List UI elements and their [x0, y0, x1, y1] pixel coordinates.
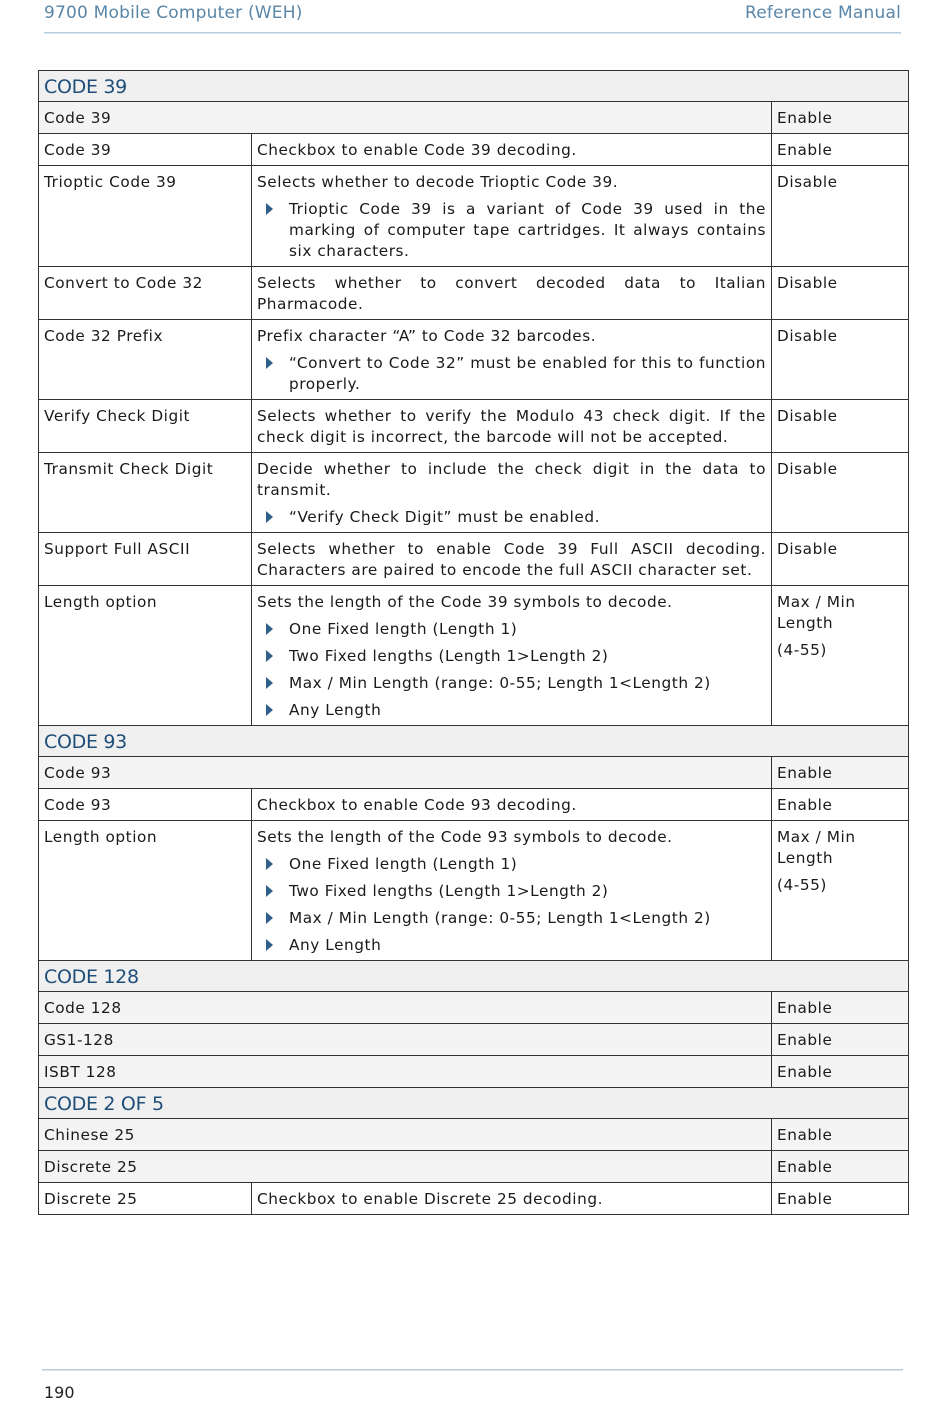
default-value: Enable [772, 757, 909, 789]
bullet-item [257, 700, 766, 721]
default-text: Enable [777, 141, 833, 159]
bullet-item [257, 854, 766, 875]
default-value [772, 789, 909, 821]
section-header-row [39, 726, 909, 757]
table-row [39, 453, 909, 533]
default-value [772, 1183, 909, 1215]
default-text: Disable [777, 407, 838, 425]
description-text: Selects whether to decode Trioptic Code 39. [257, 173, 619, 191]
default-text: Max / Min Length [777, 593, 856, 632]
header-divider [44, 32, 901, 34]
default-value: Enable [772, 992, 909, 1024]
bullet-arrow-icon [266, 677, 273, 689]
default-value [772, 134, 909, 166]
bullet-arrow-icon [266, 511, 273, 523]
document-title: 9700 Mobile Computer (WEH) [44, 3, 303, 23]
manual-label: Reference Manual [745, 3, 901, 23]
default-value [772, 821, 909, 961]
bullet-text: Max / Min Length (range: 0-55; Length 1<Length 2) [289, 909, 711, 927]
section-title: CODE 128 [39, 961, 909, 992]
bullet-item [257, 646, 766, 667]
table-row [39, 586, 909, 726]
default-value: Enable [772, 1151, 909, 1183]
symbology-toggle-row [39, 1024, 909, 1056]
description-text: Selects whether to verify the Modulo 43 check digit. If the check digit is incorrect, the barcode will not be accepted. [257, 407, 766, 446]
table-row [39, 789, 909, 821]
section-header-row [39, 1088, 909, 1119]
bullet-arrow-icon [266, 203, 273, 215]
default-value [772, 166, 909, 267]
page-number: 190 [44, 1383, 75, 1402]
default-range: (4-55) [777, 876, 827, 894]
parameter-name: Code 39 [39, 134, 252, 166]
bullet-text: One Fixed length (Length 1) [289, 620, 518, 638]
bullet-item [257, 673, 766, 694]
bullet-text: “Convert to Code 32” must be enabled for this to function properly. [289, 354, 766, 393]
default-value [772, 453, 909, 533]
default-text: Disable [777, 173, 838, 191]
symbology-name: Discrete 25 [39, 1151, 772, 1183]
parameter-description [252, 166, 772, 267]
bullet-arrow-icon [266, 704, 273, 716]
symbology-name: Code 93 [39, 757, 772, 789]
default-value: Enable [772, 1056, 909, 1088]
parameter-description [252, 134, 772, 166]
bullet-item [257, 908, 766, 929]
settings-table-body [39, 71, 909, 1215]
symbology-name: Code 128 [39, 992, 772, 1024]
parameter-description [252, 1183, 772, 1215]
bullet-text: Trioptic Code 39 is a variant of Code 39 used in the marking of computer tape cartridges. It always contains six characters. [289, 200, 766, 260]
symbology-toggle-row [39, 992, 909, 1024]
table-row [39, 400, 909, 453]
parameter-name: Verify Check Digit [39, 400, 252, 453]
symbology-toggle-row [39, 1119, 909, 1151]
parameter-description [252, 586, 772, 726]
default-value [772, 533, 909, 586]
symbology-toggle-row [39, 757, 909, 789]
description-text: Checkbox to enable Discrete 25 decoding. [257, 1190, 603, 1208]
parameter-description [252, 400, 772, 453]
symbology-toggle-row [39, 1056, 909, 1088]
table-row [39, 267, 909, 320]
symbology-toggle-row [39, 1151, 909, 1183]
default-text: Disable [777, 540, 838, 558]
parameter-description [252, 821, 772, 961]
bullet-item [257, 619, 766, 640]
section-title: CODE 93 [39, 726, 909, 757]
description-text: Selects whether to convert decoded data to Italian Pharmacode. [257, 274, 766, 313]
bullet-item [257, 353, 766, 395]
default-text: Disable [777, 460, 838, 478]
parameter-description [252, 320, 772, 400]
description-text: Sets the length of the Code 93 symbols to decode. [257, 828, 673, 846]
default-value [772, 320, 909, 400]
description-text: Prefix character “A” to Code 32 barcodes. [257, 327, 597, 345]
table-row [39, 533, 909, 586]
parameter-description [252, 453, 772, 533]
description-text: Selects whether to enable Code 39 Full ASCII decoding. Characters are paired to encode the full ASCII character set. [257, 540, 766, 579]
section-header-row [39, 71, 909, 102]
default-value: Enable [772, 102, 909, 134]
parameter-name: Discrete 25 [39, 1183, 252, 1215]
parameter-name: Convert to Code 32 [39, 267, 252, 320]
bullet-text: Max / Min Length (range: 0-55; Length 1<Length 2) [289, 674, 711, 692]
default-text: Disable [777, 274, 838, 292]
table-row [39, 320, 909, 400]
parameter-description [252, 789, 772, 821]
default-value [772, 586, 909, 726]
footer-divider [42, 1369, 903, 1371]
description-text: Checkbox to enable Code 93 decoding. [257, 796, 577, 814]
bullet-arrow-icon [266, 650, 273, 662]
description-text: Checkbox to enable Code 39 decoding. [257, 141, 577, 159]
parameter-name: Support Full ASCII [39, 533, 252, 586]
table-row [39, 166, 909, 267]
bullet-text: Two Fixed lengths (Length 1>Length 2) [289, 647, 609, 665]
parameter-name: Code 93 [39, 789, 252, 821]
symbology-name: Code 39 [39, 102, 772, 134]
default-value: Enable [772, 1119, 909, 1151]
section-title: CODE 2 OF 5 [39, 1088, 909, 1119]
bullet-arrow-icon [266, 939, 273, 951]
bullet-arrow-icon [266, 885, 273, 897]
bullet-arrow-icon [266, 357, 273, 369]
description-text: Sets the length of the Code 39 symbols to decode. [257, 593, 673, 611]
default-range: (4-55) [777, 641, 827, 659]
bullet-text: Two Fixed lengths (Length 1>Length 2) [289, 882, 609, 900]
table-row [39, 821, 909, 961]
parameter-name: Transmit Check Digit [39, 453, 252, 533]
symbology-toggle-row [39, 102, 909, 134]
default-text: Enable [777, 796, 833, 814]
parameter-name: Code 32 Prefix [39, 320, 252, 400]
symbology-name: ISBT 128 [39, 1056, 772, 1088]
default-value [772, 267, 909, 320]
default-text: Max / Min Length [777, 828, 856, 867]
parameter-name: Length option [39, 586, 252, 726]
default-text: Disable [777, 327, 838, 345]
parameter-name: Length option [39, 821, 252, 961]
section-title: CODE 39 [39, 71, 909, 102]
bullet-item [257, 507, 766, 528]
default-value: Enable [772, 1024, 909, 1056]
section-header-row [39, 961, 909, 992]
bullet-text: “Verify Check Digit” must be enabled. [289, 508, 601, 526]
bullet-item [257, 935, 766, 956]
default-text: Enable [777, 1190, 833, 1208]
bullet-item [257, 881, 766, 902]
symbology-name: Chinese 25 [39, 1119, 772, 1151]
bullet-text: One Fixed length (Length 1) [289, 855, 518, 873]
bullet-arrow-icon [266, 623, 273, 635]
page-header [44, 3, 901, 32]
description-text: Decide whether to include the check digit in the data to transmit. [257, 460, 766, 499]
parameter-description [252, 533, 772, 586]
symbology-name: GS1-128 [39, 1024, 772, 1056]
settings-table [38, 70, 909, 1215]
parameter-name: Trioptic Code 39 [39, 166, 252, 267]
table-row [39, 134, 909, 166]
default-value [772, 400, 909, 453]
bullet-item [257, 199, 766, 262]
bullet-arrow-icon [266, 858, 273, 870]
table-row [39, 1183, 909, 1215]
bullet-text: Any Length [289, 701, 382, 719]
bullet-text: Any Length [289, 936, 382, 954]
bullet-arrow-icon [266, 912, 273, 924]
parameter-description [252, 267, 772, 320]
